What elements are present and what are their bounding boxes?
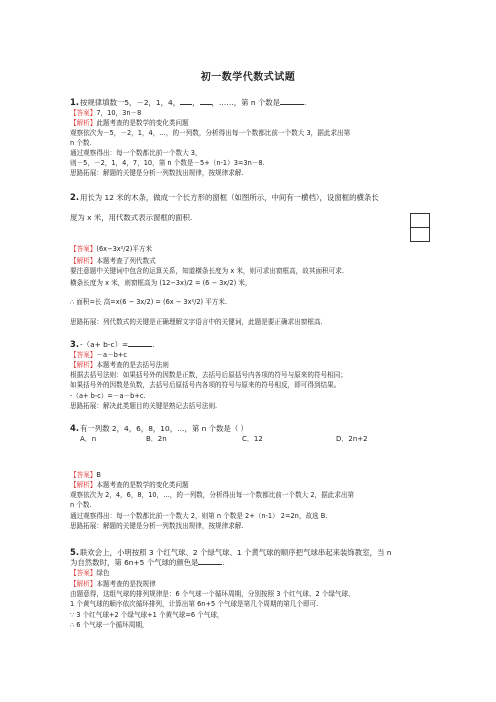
- answer-line: 【答案】－a－b+c: [70, 351, 127, 359]
- question-4: 4.有一列数 2，4，6，8，10，…，第 n 个数是（ ）: [70, 424, 248, 433]
- question-5-cont: 为自然数时，第 6n+5 个气球的颜色是 .: [70, 558, 225, 567]
- option-b: B．2n: [146, 435, 167, 443]
- analysis-text: 如果括号外的因数是负数，去括号后原括号内各项的符号与原来的符号相反，即可得到结果。: [70, 381, 341, 389]
- answer-line: 【答案】B: [70, 471, 101, 479]
- answer-blank: [280, 98, 304, 105]
- question-5: 5.联欢会上，小明按照 3 个红气球、2 个绿气球、1 个黄气球的顺序把气球串起来装饰教室，当 n: [70, 548, 392, 557]
- analysis-text: 通过观察得出：每一个数都比前一个数大 3，: [70, 149, 202, 157]
- answer-blank: [198, 558, 222, 565]
- analysis-line: 【解析】本题考查的是数学的变化类问题: [70, 481, 189, 489]
- analysis-text: 观察依次为 2，4，6，8，10，…，的一列数，分析得出每一个数都比前一个数大 2，据此求出第: [70, 491, 355, 499]
- answer-line: 【答案】7，10，3n－8: [70, 109, 142, 117]
- option-d: D．2n+2: [336, 435, 368, 443]
- analysis-text: 则－5，－2，1，4，7，10，第 n 个数是－5+（n-1）3=3n－8.: [70, 159, 265, 167]
- analysis-text: 1 个黄气球的顺序依次循环排列，计算出第 6n+5 个气球是第几个周期的第几个即可.: [70, 600, 319, 608]
- answer-blank: [128, 340, 152, 347]
- question-3: 3.-（a+ b-c）= .: [70, 340, 155, 349]
- question-number: 1.: [70, 98, 80, 107]
- analysis-text: 思路拓展：列代数式的关键是正确理解文字语言中的关键词，此题是要正确求出窗框高.: [70, 318, 323, 326]
- analysis-text: 思路拓展：解题的关键是分析一列数找出规律，按规律求解.: [70, 522, 244, 530]
- analysis-text: n 个数.: [70, 139, 92, 147]
- window-frame-figure: [410, 213, 430, 242]
- analysis-text: 由题意得，这组气球的排列规律是：6 个气球一个循环周期，分别按照 3 个红气球、2 个绿气球、: [70, 590, 355, 598]
- analysis-text: 思路拓展：解决此类题目的关键是熟记去括号法则.: [70, 402, 218, 410]
- analysis-line: 【解析】此题考查的是数学的变化类问题: [70, 119, 189, 127]
- analysis-line: 【解析】本题考查的是找规律: [70, 580, 156, 588]
- question-1: 1.按规律填数一5，－2，1，4， ， ，……，第 n 个数是 .: [70, 98, 307, 107]
- option-a: A．n: [80, 435, 97, 443]
- analysis-text: ∵ 3 个红气球+2 个绿气球+1 个黄气球=6 个气球，: [70, 611, 224, 619]
- question-2: 2.用长为 12 米的木条，做成一个长方形的窗框（如图所示，中间有一横档），设窗框的横条长: [70, 193, 379, 202]
- question-number: 4.: [70, 424, 80, 433]
- question-2-cont: 度为 x 米，用代数式表示窗框的面积.: [70, 214, 193, 222]
- analysis-line: 【解析】本题考查了列代数式: [70, 257, 156, 265]
- analysis-text: 通过观察得出：每一个数都比前一个数大 2，则第 n 个数是 2+（n-1） 2=2n，故选 B.: [70, 512, 328, 520]
- analysis-text: 横条长度为 x 米，则窗框高为 (12−3x)/2 = (6 − 3x/2) 米，: [70, 279, 252, 287]
- analysis-text: 观察依次为－5，－2，1，4，…，的一列数，分析得出每一个数都比前一个数大 3，据此求出第: [70, 129, 351, 137]
- question-number: 3.: [70, 340, 80, 349]
- question-number: 5.: [70, 548, 80, 557]
- options-row: [80, 435, 440, 443]
- option-c: C．12: [242, 435, 263, 443]
- analysis-text: 根据去括号法则：如果括号外的因数是正数，去括号后原括号内各项的符号与原来的符号相同；: [70, 371, 347, 379]
- answer-blank: [200, 98, 212, 105]
- page-title: 初一数学代数式试题: [200, 72, 296, 83]
- analysis-text: ∴ 面积=长 高=x(6 − 3x/2) = (6x − 3x²/2) 平方米.: [70, 298, 228, 306]
- analysis-text: n 个数.: [70, 501, 92, 509]
- answer-line: 【答案】(6x−3x²/2)平方米: [70, 245, 153, 253]
- analysis-line: 【解析】本题考查的是去括号法则: [70, 361, 169, 369]
- question-number: 2.: [70, 193, 80, 202]
- analysis-text: ∴ 6 个气球一个循环周期，: [70, 621, 149, 629]
- answer-blank: [180, 98, 192, 105]
- analysis-text: -（a+ b-c）=－a－b+c.: [70, 392, 146, 400]
- analysis-text: 思路拓展：解题的关键是分析一列数找出规律，按规律求解.: [70, 169, 244, 177]
- analysis-text: 要注意题中关键词中包含的运算关系，知道横条长度为 x 米，则可求出窗框高，故其面积可求.: [70, 267, 344, 275]
- answer-line: 【答案】绿色: [70, 569, 110, 577]
